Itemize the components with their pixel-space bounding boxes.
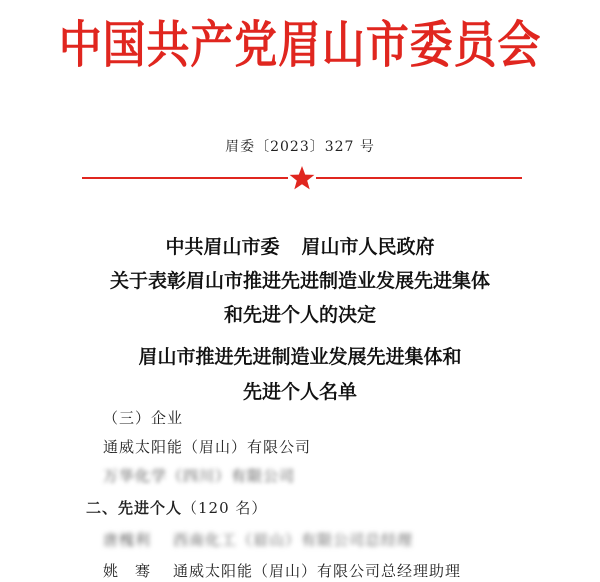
person-name: 唐槐利 — [103, 531, 152, 549]
section-individuals-heading — [86, 497, 267, 518]
person-role: 西南化工（眉山）有限公司总经理 — [173, 531, 414, 549]
list-title-line-1: 眉山市推进先进制造业发展先进集体和 — [138, 346, 462, 368]
person-name: 姚 骞 — [103, 562, 152, 580]
decision-title-line-1: 关于表彰眉山市推进先进制造业发展先进集体 — [109, 270, 490, 292]
decision-title-line-2: 和先进个人的决定 — [223, 304, 376, 326]
red-divider-left — [82, 177, 288, 179]
red-divider-right — [316, 177, 522, 179]
issuers-line — [0, 232, 600, 259]
person-role: 通威太阳能（眉山）有限公司总经理助理 — [173, 562, 462, 580]
section-individuals-count: （120 名） — [182, 499, 268, 517]
organization-header: 中国共产党眉山市委员会 — [58, 15, 542, 74]
list-item — [103, 529, 413, 550]
issuer-party-committee: 中共眉山市委 — [165, 236, 280, 258]
list-item: 通威太阳能（眉山）有限公司 — [103, 438, 312, 456]
list-title-line-2: 先进个人名单 — [242, 381, 357, 403]
list-item: 万华化学（四川）有限公司 — [103, 467, 296, 485]
list-item — [103, 560, 461, 581]
issuer-government: 眉山市人民政府 — [301, 236, 435, 258]
section-enterprise-heading: （三）企业 — [103, 409, 184, 427]
section-individuals-label: 二、先进个人 — [86, 499, 183, 517]
star-icon — [288, 164, 316, 192]
document-number: 眉委〔2023〕327 号 — [225, 139, 375, 155]
